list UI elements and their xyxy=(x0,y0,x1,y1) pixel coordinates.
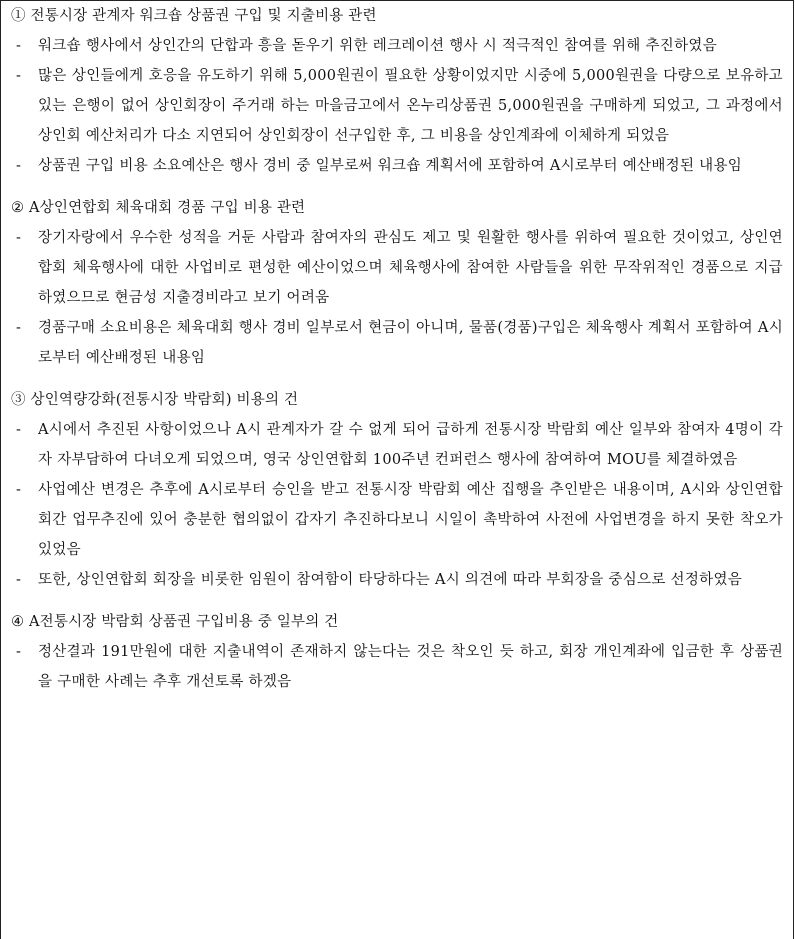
dash-marker: - xyxy=(16,68,22,84)
bullet-text: A시에서 추진된 사항이었으나 A시 관계자가 갈 수 없게 되어 급하게 전통시장 박람회 예산 일부와 참여자 4명이 각자 자부담하여 다녀오게 되었으며, 영국 상인연합회 100주년 컨퍼런스 행사에 참여하여 MOU를 체결하였음 xyxy=(38,422,783,468)
bullet-item xyxy=(11,313,783,373)
section-heading: ① 전통시장 관계자 워크숍 상품권 구입 및 지출비용 관련 xyxy=(11,8,377,24)
section-heading: ② A상인연합회 체육대회 경품 구입 비용 관련 xyxy=(11,200,306,216)
bullet-text: 많은 상인들에게 호응을 유도하기 위해 5,000원권이 필요한 상황이었지만 시중에 5,000원권을 다량으로 보유하고 있는 은행이 없어 상인회장이 주거래 하는 마을금고에서 온누리상품권 5,000원권을 구매하게 되었고, 그 과정에서 상인회 예산처리가 다소 지연되어 상인회장이 선구입한 후, 그 비용을 상인계좌에 이체하게 되었음 xyxy=(38,68,783,144)
dash-marker: - xyxy=(16,38,22,54)
bullet-item xyxy=(11,475,783,565)
bullet-item xyxy=(11,637,783,697)
dash-marker: - xyxy=(16,230,22,246)
bullet-item xyxy=(11,415,783,475)
bullet-item xyxy=(11,223,783,313)
section-3 xyxy=(11,385,783,595)
dash-marker: - xyxy=(16,422,22,438)
bullet-item xyxy=(11,151,783,181)
dash-marker: - xyxy=(16,482,22,498)
bullet-text: 경품구매 소요비용은 체육대회 행사 경비 일부로서 현금이 아니며, 물품(경품)구입은 체육행사 계획서 포함하여 A시로부터 예산배정된 내용임 xyxy=(38,320,783,366)
bullet-text: 워크숍 행사에서 상인간의 단합과 흥을 돋우기 위한 레크레이션 행사 시 적극적인 참여를 위해 추진하였음 xyxy=(38,38,718,54)
bullet-text: 또한, 상인연합회 회장을 비롯한 임원이 참여함이 타당하다는 A시 의견에 따라 부회장을 중심으로 선정하였음 xyxy=(38,572,743,588)
section-1 xyxy=(11,1,783,181)
dash-marker: - xyxy=(16,320,22,336)
section-heading: ③ 상인역량강화(전통시장 박람회) 비용의 건 xyxy=(11,392,299,408)
bullet-text: 장기자랑에서 우수한 성적을 거둔 사람과 참여자의 관심도 제고 및 원활한 행사를 위하여 필요한 것이었고, 상인연합회 체육행사에 대한 사업비로 편성한 예산이었으며 체육행사에 참여한 사람들을 위한 무작위적인 경품으로 지급하였으므로 현금성 지출경비라고 보기 어려움 xyxy=(38,230,783,306)
bullet-text: 사업예산 변경은 추후에 A시로부터 승인을 받고 전통시장 박람회 예산 집행을 추인받은 내용이며, A시와 상인연합회간 업무추진에 있어 충분한 협의없이 갑자기 추진하다보니 시일이 촉박하여 사전에 사업변경을 하지 못한 착오가 있었음 xyxy=(38,482,783,558)
section-heading: ④ A전통시장 박람회 상품권 구입비용 중 일부의 건 xyxy=(11,614,339,630)
bullet-item xyxy=(11,31,783,61)
bullet-text: 정산결과 191만원에 대한 지출내역이 존재하지 않는다는 것은 착오인 듯 하고, 회장 개인계좌에 입금한 후 상품권을 구매한 사례는 추후 개선토록 하겠음 xyxy=(38,644,783,690)
dash-marker: - xyxy=(16,644,22,660)
bullet-item xyxy=(11,61,783,151)
section-2 xyxy=(11,193,783,373)
dash-marker: - xyxy=(16,158,22,174)
bullet-text: 상품권 구입 비용 소요예산은 행사 경비 중 일부로써 워크숍 계획서에 포함하여 A시로부터 예산배정된 내용임 xyxy=(38,158,743,174)
dash-marker: - xyxy=(16,572,22,588)
bullet-item xyxy=(11,565,783,595)
section-4 xyxy=(11,607,783,697)
